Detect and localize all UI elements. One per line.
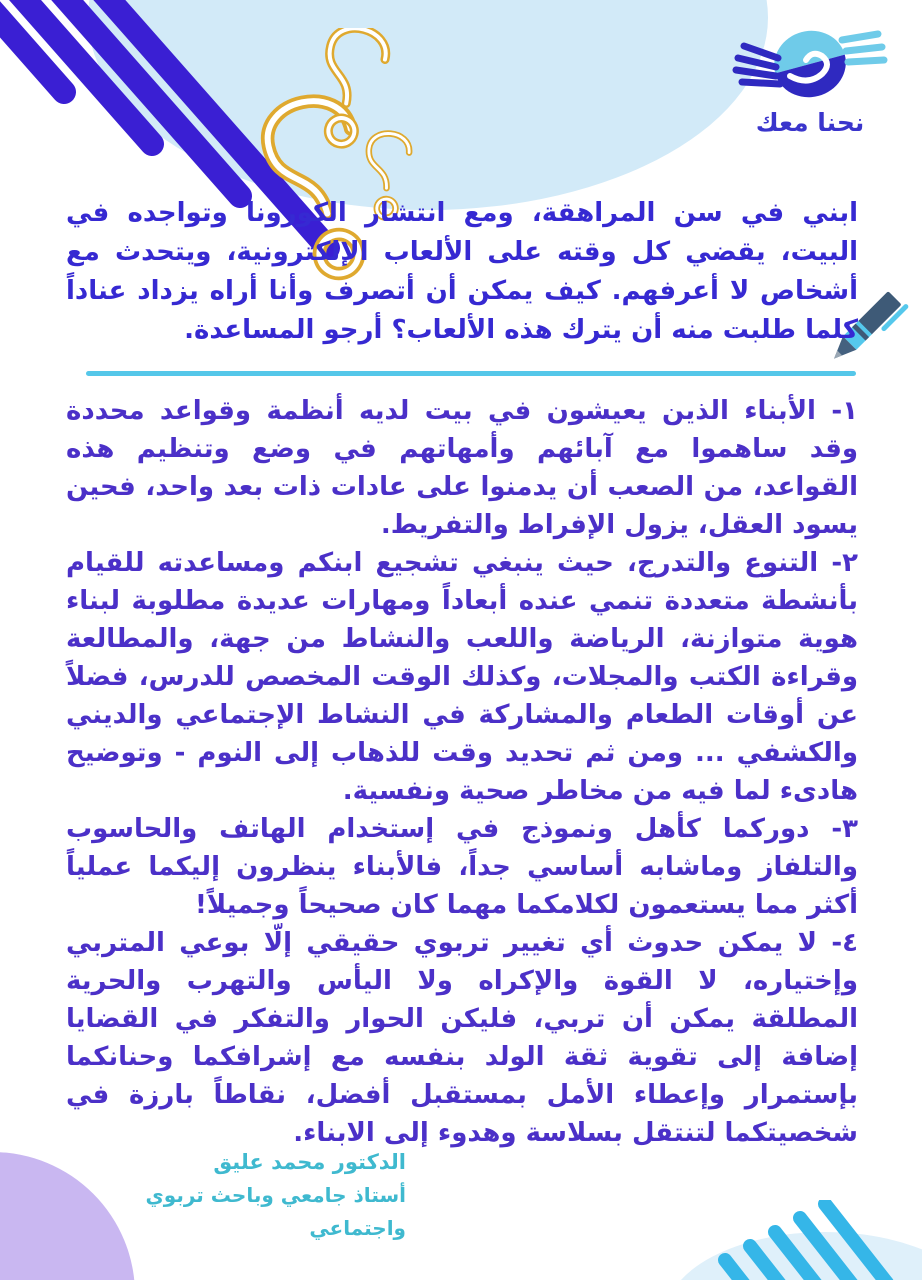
divider-line (86, 371, 856, 376)
logo-wordmark: نحنا معك (755, 108, 865, 137)
answer-paragraph-3: ٣- دوركما كأهل ونموذج في إستخدام الهاتف والحاسوب والتلفاز وماشابه أساسي جداً، فالأبناء ينظرون إليكما عملياً أكثر مما يستعمون لكلامكما مهما كان صحيحاً وجميلاً! (66, 814, 858, 920)
answer-paragraph-4: ٤- لا يمكن حدوث أي تغيير تربوي حقيقي إلّا بوعي المتربي وإختياره، لا القوة والإكراه ولا اليأس والتهرب والحرية المطلقة يمكن أن تربي، فليكن الحوار والتفكر في القضايا إضافة إلى تقوية ثقة الولد بنفسه مع إشرافكما وحنانكما بإستمرار وإعطاء الأمل بمستقبل أفضل، نقاطاً بارزة في شخصيتكما لتنتقل بسلاسة وهدوء إلى الابناء. (66, 928, 858, 1148)
answers-section (66, 392, 858, 1152)
signature-title: أستاذ جامعي وباحث تربوي واجتماعي (145, 1183, 406, 1240)
hands-logo-icon (730, 24, 890, 102)
answer-paragraph-1: ١- الأبناء الذين يعيشون في بيت لديه أنظمة وقواعد محددة وقد ساهموا مع آبائهم وأمهاتهم في وضع وتنظيم هذه القواعد، من الصعب أن يدمنوا على عادات ذات بعد واحد، فحين يسود العقل، يزول الإفراط والتفريط. (66, 396, 858, 540)
answer-paragraph-2: ٢- التنوع والتدرج، حيث ينبغي تشجيع ابنكم ومساعدته للقيام بأنشطة متعددة تنمي عنده أبعاداً ومهارات عديدة مطلوبة لبناء هوية متوازنة، الرياضة واللعب والنشاط من جهة، والمطالعة وقراءة الكتب والمجلات، وكذلك الوقت المخصص للدرس، فضلاً عن أوقات الطعام والمشاركة في النشاط الإجتماعي والديني والكشفي ... ومن ثم تحديد وقت للذهاب إلى النوم - وتوضيح هادىء لما فيه من مخاطر صحية ونفسية. (66, 548, 858, 806)
diagonal-stripes-bottom-right-icon (700, 1200, 922, 1280)
signature-block (58, 1146, 406, 1245)
question-paragraph: ابني في سن المراهقة، ومع انتشار الكورونا وتواجده في البيت، يقضي كل وقته على الألعاب الإلكترونية، ويتحدث مع أشخاص لا أعرفهم. كيف يمكن أن أتصرف وأنا أراه يزداد عناداً كلما طلبت منه أن يترك هذه الألعاب؟ أرجو المساعدة. (66, 198, 858, 345)
logo (728, 24, 892, 137)
signature-name: الدكتور محمد عليق (213, 1150, 406, 1174)
